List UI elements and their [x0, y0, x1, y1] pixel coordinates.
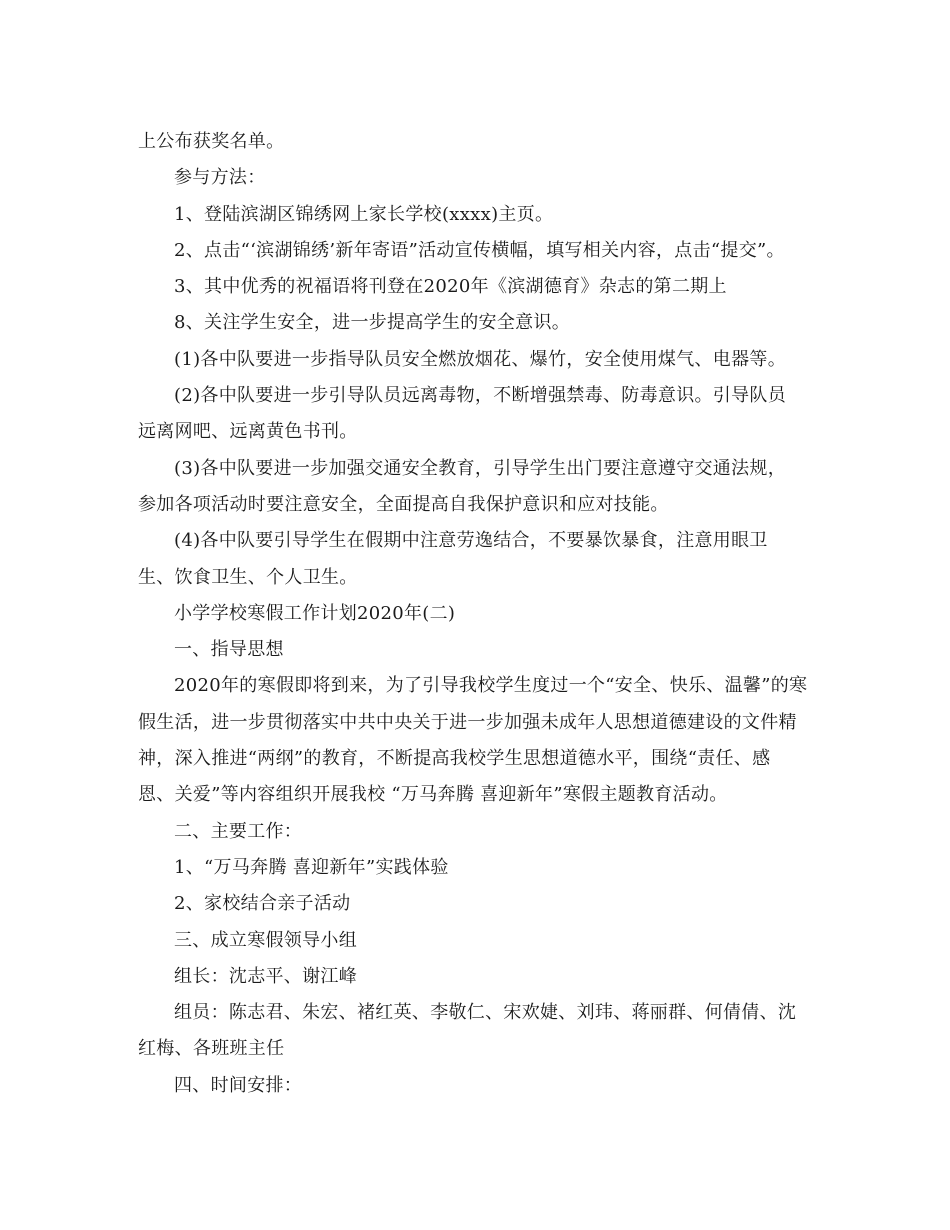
text-line: 红梅、各班班主任 [138, 1038, 285, 1060]
text-line: 神，深入推进“两纲”的教育，不断提高我校学生思想道德水平，围绕“责任、感 [138, 748, 771, 770]
text-line: 1、登陆滨湖区锦绣网上家长学校(xxxx)主页。 [174, 203, 554, 225]
text-line: 上公布获奖名单。 [138, 131, 285, 152]
text-line: (3)各中队要进一步加强交通安全教育，引导学生出门要注意遵守交通法规， [174, 457, 786, 479]
text-line: 组长：沈志平、谢江峰 [174, 965, 357, 987]
text-line: 2、点击“‘滨湖锦绣’新年寄语”活动宣传横幅，填写相关内容，点击“提交”。 [174, 239, 785, 261]
text-line: 假生活，进一步贯彻落实中共中央关于进一步加强未成年人思想道德建设的文件精 [138, 711, 797, 733]
section-title: 小学学校寒假工作计划2020年(二) [174, 602, 456, 624]
text-line: (4)各中队要引导学生在假期中注意劳逸结合，不要暴饮暴食，注意用眼卫 [174, 530, 768, 552]
text-line: 恩、关爱”等内容组织开展我校 “万马奔腾 喜迎新年”寒假主题教育活动。 [138, 784, 728, 806]
text-line: 1、“万马奔腾 喜迎新年”实践体验 [174, 856, 449, 878]
section-heading: 一、指导思想 [174, 639, 284, 661]
text-line: 生、饮食卫生、个人卫生。 [138, 566, 358, 588]
text-line: 3、其中优秀的祝福语将刊登在2020年《滨湖德育》杂志的第二期上 [174, 276, 727, 298]
section-heading: 四、时间安排： [174, 1074, 303, 1096]
section-heading: 二、主要工作： [174, 820, 303, 842]
section-heading: 三、成立寒假领导小组 [174, 929, 357, 951]
text-line: (1)各中队要进一步指导队员安全燃放烟花、爆竹，安全使用煤气、电器等。 [174, 348, 786, 370]
text-line: 远离网吧、远离黄色书刊。 [138, 421, 358, 443]
text-line: 2020年的寒假即将到来，为了引导我校学生度过一个“安全、快乐、温馨”的寒 [174, 675, 808, 697]
text-line: 组员：陈志君、朱宏、褚红英、李敬仁、宋欢婕、刘玮、蒋丽群、何倩倩、沈 [174, 1002, 797, 1024]
text-line: 2、家校结合亲子活动 [174, 893, 351, 915]
text-line: 参与方法： [174, 167, 266, 189]
text-line: 8、关注学生安全，进一步提高学生的安全意识。 [174, 312, 571, 334]
text-line: (2)各中队要进一步引导队员远离毒物，不断增强禁毒、防毒意识。引导队员 [174, 385, 786, 407]
text-line: 参加各项活动时要注意安全，全面提高自我保护意识和应对技能。 [138, 493, 669, 515]
document-body [138, 124, 814, 1104]
